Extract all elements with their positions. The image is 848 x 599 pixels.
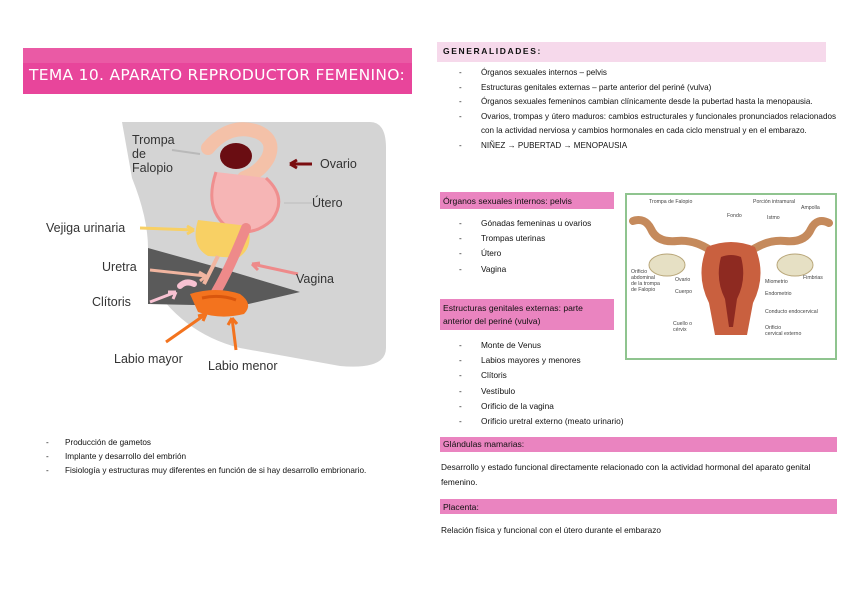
- label-fondo: Fondo: [727, 213, 742, 219]
- list-item: - Producción de gametos: [46, 436, 366, 450]
- list-item: - Gónadas femeninas u ovarios: [459, 216, 591, 231]
- list-item: - Fisiología y estructuras muy diferentes en función de si hay desarrollo embrionario.: [46, 464, 366, 478]
- label-cuello-1: Cuello o: [673, 321, 693, 327]
- organos-header: Órganos sexuales internos: pelvis: [440, 192, 614, 209]
- label-utero: Útero: [312, 196, 343, 210]
- left-ovary-shape: [649, 254, 685, 276]
- label-trompa-2: de: [132, 147, 146, 161]
- list-item: - Labios mayores y menores: [459, 353, 623, 368]
- page-title: [23, 48, 412, 94]
- label-istmo: Istmo: [767, 215, 780, 221]
- list-item: - Útero: [459, 246, 591, 261]
- placenta-header: Placenta:: [440, 499, 837, 514]
- label-miometrio: Miometrio: [765, 279, 788, 285]
- generalidades-header: GENERALIDADES:: [437, 42, 826, 62]
- label-cuerpo: Cuerpo: [675, 289, 693, 295]
- female-anatomy-figure: [40, 108, 400, 398]
- estructuras-header: Estructuras genitales externas: parte anterior del periné (vulva): [440, 299, 614, 330]
- list-item: - Orificio de la vagina: [459, 399, 623, 414]
- label-trompa-1: Trompa: [132, 133, 175, 147]
- right-tube-shape: [745, 221, 829, 255]
- uterus-diagram: [625, 193, 837, 360]
- list-item: - Monte de Venus: [459, 338, 623, 353]
- label-fimbrias: Fimbrias: [803, 275, 823, 281]
- label-vagina: Vagina: [296, 272, 334, 286]
- list-item: - Trompas uterinas: [459, 231, 591, 246]
- label-ovario: Ovario: [320, 157, 357, 171]
- label-orificio-abd-1: Orificio: [631, 269, 648, 275]
- list-item: - Implante y desarrollo del embrión: [46, 450, 366, 464]
- list-item: - Orificio uretral externo (meato urinario): [459, 414, 623, 429]
- page-title-text: TEMA 10. APARATO REPRODUCTOR FEMENINO:: [29, 66, 405, 84]
- label-ampolla: Ampolla: [801, 205, 820, 211]
- clitoris-shape: [180, 282, 194, 286]
- list-item: - Órganos sexuales internos – pelvis: [459, 66, 836, 81]
- ovary-shape: [220, 143, 252, 169]
- label-clitoris: Clítoris: [92, 295, 131, 309]
- uterus-shape: [212, 172, 279, 232]
- label-porcion: Porción intramural: [753, 199, 796, 205]
- generalidades-list: [459, 66, 836, 154]
- organos-list: [459, 216, 591, 277]
- right-ovary-shape: [777, 254, 813, 276]
- list-item: - NIÑEZ → PUBERTAD → MENOPAUSIA: [459, 139, 836, 154]
- list-item: - Vagina: [459, 262, 591, 277]
- estructuras-list: [459, 338, 623, 429]
- label-orificio-cerv-1: Orificio: [765, 325, 782, 331]
- label-conducto: Conducto endocervical: [765, 309, 818, 315]
- label-labio-menor: Labio menor: [208, 359, 278, 373]
- glandulas-text: Desarrollo y estado funcional directamente relacionado con la actividad hormonal del aparato genital femenino.: [441, 462, 811, 487]
- label-labio-mayor: Labio mayor: [114, 352, 183, 366]
- label-orificio-abd-4: de Falopio: [631, 287, 656, 293]
- left-tube-shape: [633, 220, 717, 255]
- label-orificio-abd-3: de la trompa: [631, 281, 660, 287]
- list-item: - Órganos sexuales femeninos cambian clínicamente desde la pubertad hasta la menopausia.: [459, 95, 836, 110]
- label-vejiga: Vejiga urinaria: [46, 221, 126, 235]
- list-item: - Vestíbulo: [459, 384, 623, 399]
- label-trompa-3: Falopio: [132, 161, 173, 175]
- label-orificio-abd-2: abdominal: [631, 275, 655, 281]
- functions-list: [46, 436, 366, 478]
- list-item: - Clítoris: [459, 368, 623, 383]
- label-trompa: Trompa de Falopio: [649, 199, 693, 205]
- glandulas-header: Glándulas mamarias:: [440, 437, 837, 452]
- list-item: - Ovarios, trompas y útero maduros: cambios estructurales y funcionales pronunciados relacionados con la actividad nerviosa y cambios hormonales en cada ciclo menstrual y en el embarazo.: [459, 110, 836, 139]
- label-ovario: Ovario: [675, 277, 691, 283]
- label-endometrio: Endometrio: [765, 291, 792, 297]
- label-uretra: Uretra: [102, 260, 137, 274]
- list-item: - Estructuras genitales externas – parte anterior del periné (vulva): [459, 81, 836, 96]
- label-orificio-cerv-2: cervical externo: [765, 331, 802, 337]
- placenta-text: Relación física y funcional con el útero durante el embarazo: [441, 525, 661, 535]
- label-cuello-2: cérvix: [673, 327, 687, 333]
